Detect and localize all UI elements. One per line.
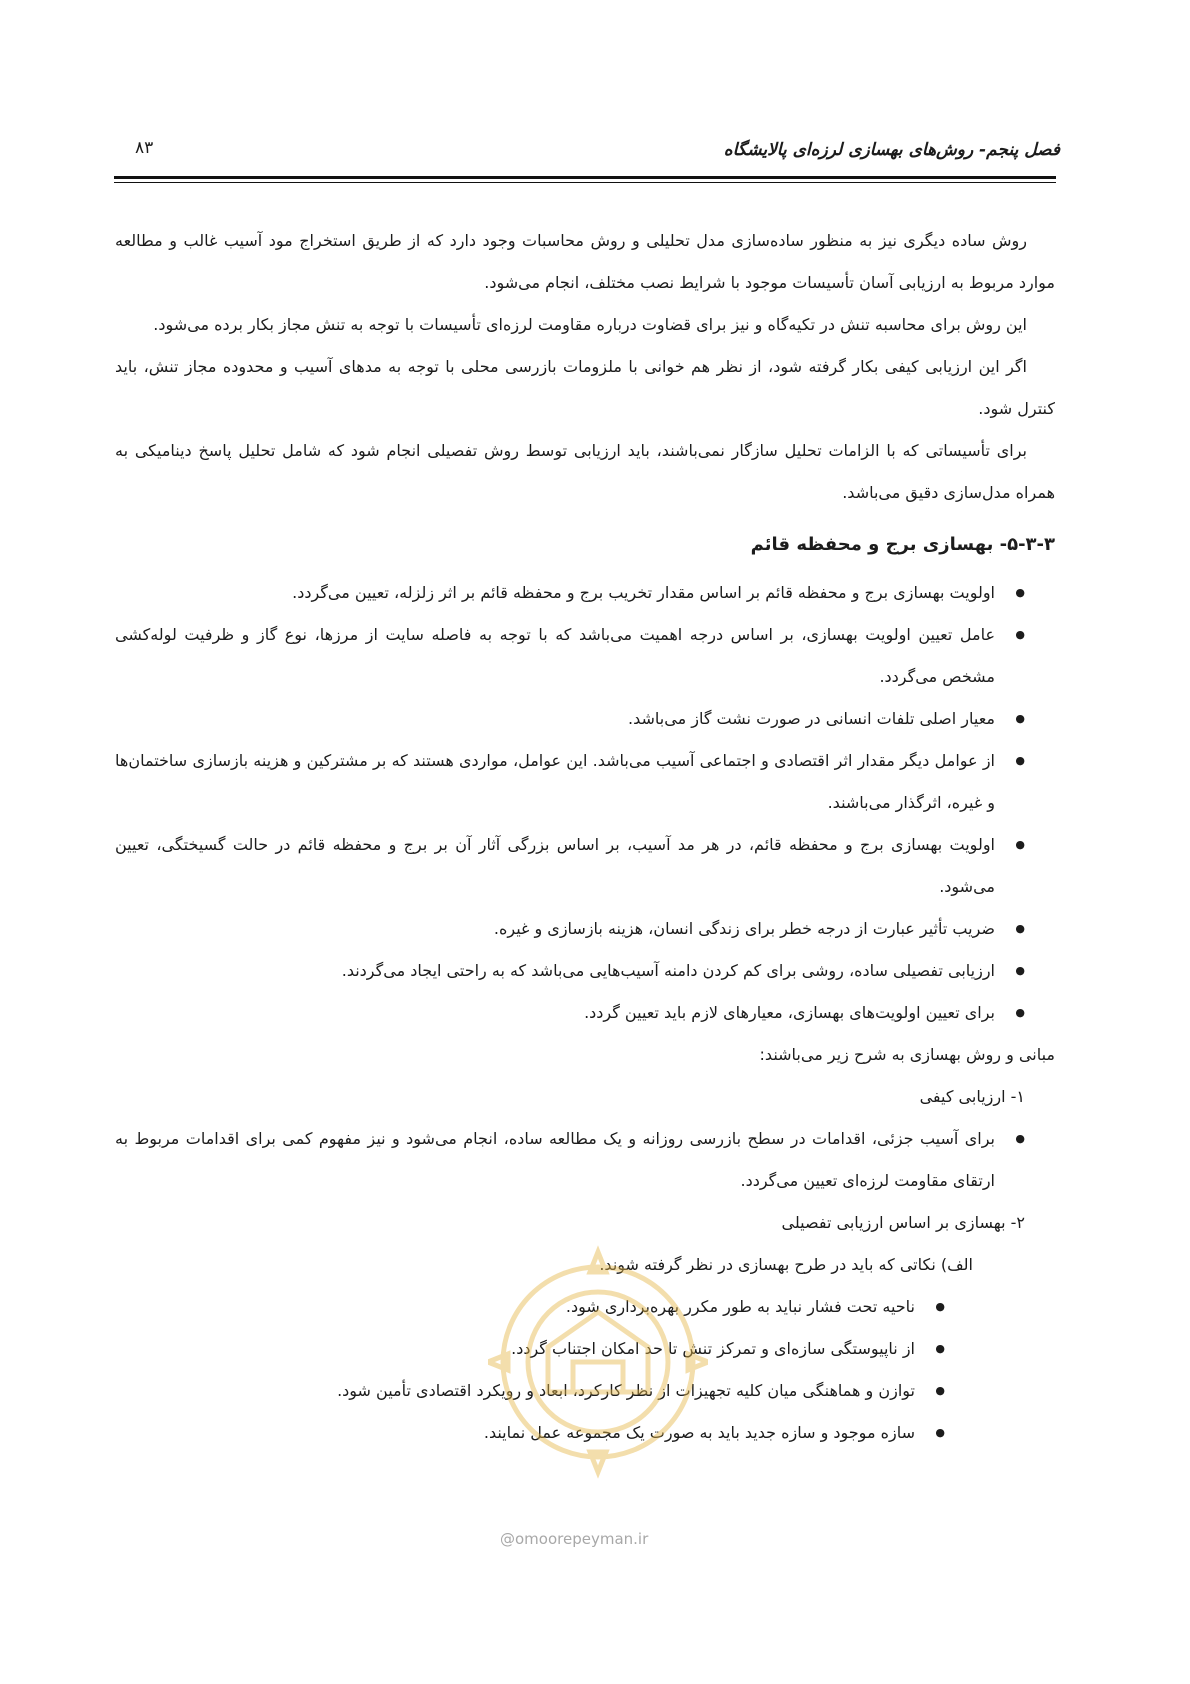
list-item: ● توازن و هماهنگی میان کلیه تجهیزات از نظر کارکرد، ابعاد و رویکرد اقتصادی تأمین شود. [115, 1370, 945, 1412]
section-bullet-list [115, 572, 1055, 1034]
header-rule-thin [114, 182, 1056, 183]
paragraph: این روش برای محاسبه تنش در تکیه‌گاه و نیز برای قضاوت درباره مقاومت لرزه‌ای تأسیسات با توجه به تنش مجاز بکار برده می‌شود. [153, 315, 1027, 334]
list-item: ● از ناپیوستگی سازه‌ای و تمرکز تنش تا حد امکان اجتناب گردد. [115, 1328, 945, 1370]
paragraph: برای تأسیساتی که با الزامات تحلیل سازگار نمی‌باشند، باید ارزیابی توسط روش تفصیلی انجام شود که شامل تحلیل پاسخ دینامیکی به همراه مدل‌سازی دقیق می‌باشد. [115, 441, 1055, 502]
item2-title: ۲- بهسازی بر اساس ارزیابی تفصیلی [781, 1213, 1025, 1232]
item1-bullet-list [115, 1118, 1055, 1202]
running-header-title: فصل پنجم- روش‌های بهسازی لرزه‌ای پالایشگاه [723, 140, 1060, 160]
list-item: ● ضریب تأثیر عبارت از درجه خطر برای زندگی انسان، هزینه بازسازی و غیره. [115, 908, 1025, 950]
list-item: ● ناحیه تحت فشار نباید به طور مکرر بهره‌برداری شود. [115, 1286, 945, 1328]
header-rule-thick [114, 176, 1056, 179]
list-item: ● اولویت بهسازی برج و محفظه قائم، در هر مد آسیب، بر اساس بزرگی آثار آن بر برج و محفظه قائم در حالت گسیختگی، تعیین می‌شود. [115, 824, 1025, 908]
page-number: ۸۳ [135, 138, 154, 158]
basis-intro: مبانی و روش بهسازی به شرح زیر می‌باشند: [759, 1045, 1055, 1064]
list-item: ● برای تعیین اولویت‌های بهسازی، معیارهای لازم باید تعیین گردد. [115, 992, 1025, 1034]
paragraph: اگر این ارزیابی کیفی بکار گرفته شود، از نظر هم خوانی با ملزومات بازرسی محلی با توجه به مدهای آسیب و محدوده مجاز تنش، باید کنترل شود. [115, 357, 1055, 418]
item2-bullet-list [115, 1286, 1055, 1454]
list-item: ● از عوامل دیگر مقدار اثر اقتصادی و اجتماعی آسیب می‌باشد. این عوامل، مواردی هستند که بر مشترکین و هزینه بازسازی ساختمان‌ها و غیره، اثرگذار می‌باشند. [115, 740, 1025, 824]
paragraph: روش ساده دیگری نیز به منظور ساده‌سازی مدل تحلیلی و روش محاسبات وجود دارد که از طریق استخراج مود آسیب غالب و مطالعه موارد مربوط به ارزیابی آسان تأسیسات موجود با شرایط نصب مختلف، انجام می‌شود. [115, 231, 1055, 292]
watermark-site-text: @omoorepeyman.ir [500, 1530, 649, 1548]
list-item: ● اولویت بهسازی برج و محفظه قائم بر اساس مقدار تخریب برج و محفظه قائم بر اثر زلزله، تعیین می‌گردد. [115, 572, 1025, 614]
list-item: ● ارزیابی تفصیلی ساده، روشی برای کم کردن دامنه آسیب‌هایی می‌باشد که به راحتی ایجاد می‌گردند. [115, 950, 1025, 992]
page-body [115, 220, 1055, 1454]
item2-sub-title: الف) نکاتی که باید در طرح بهسازی در نظر گرفته شوند. [599, 1255, 973, 1274]
item1-title: ۱- ارزیابی کیفی [919, 1087, 1025, 1106]
list-item: ● معیار اصلی تلفات انسانی در صورت نشت گاز می‌باشد. [115, 698, 1025, 740]
section-heading: ۵-۳-۳- بهسازی برج و محفظه قائم [750, 534, 1055, 555]
list-item: ● عامل تعیین اولویت بهسازی، بر اساس درجه اهمیت می‌باشد که با توجه به فاصله سایت از مرزها، نوع گاز و ظرفیت لوله‌کشی مشخص می‌گردد. [115, 614, 1025, 698]
list-item: ● سازه موجود و سازه جدید باید به صورت یک مجموعه عمل نمایند. [115, 1412, 945, 1454]
list-item: ● برای آسیب جزئی، اقدامات در سطح بازرسی روزانه و یک مطالعه ساده، انجام می‌شود و نیز مفهوم کمی برای اقدامات مربوط به ارتقای مقاومت لرزه‌ای تعیین می‌گردد. [115, 1118, 1025, 1202]
